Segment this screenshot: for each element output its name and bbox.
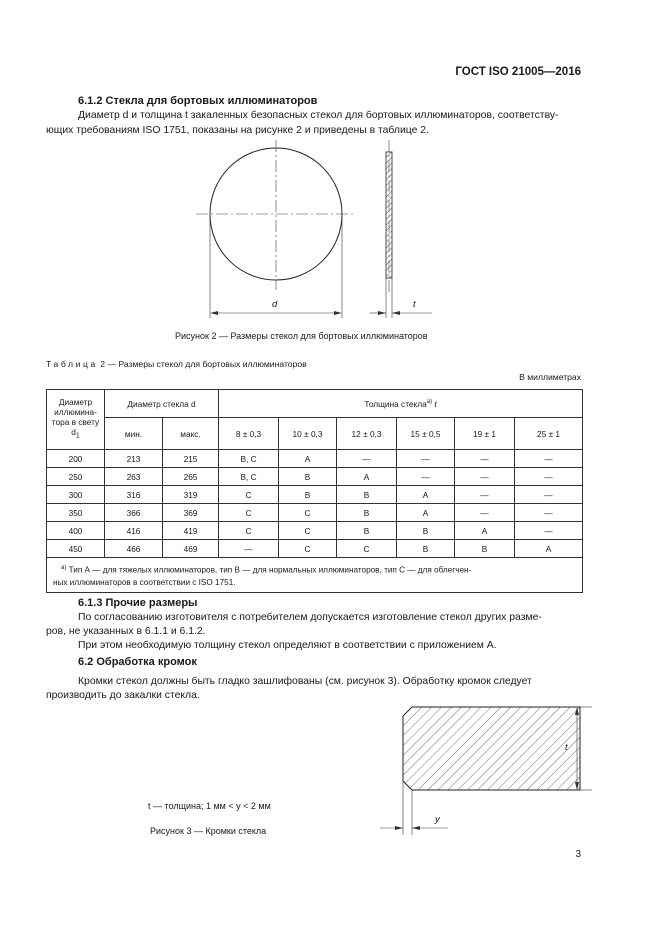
text-line: ющих требованиям ISO 1751, показаны на рисунке 2 и приведены в таблице 2. [46, 125, 429, 136]
table-cell: A [397, 486, 455, 504]
table-cell: B [337, 522, 397, 540]
table-cell: A [337, 468, 397, 486]
table-cell: B, C [219, 450, 279, 468]
table-cell: — [455, 486, 515, 504]
table-cell: — [515, 450, 583, 468]
table-cell: A [279, 450, 337, 468]
table-cell: B [279, 468, 337, 486]
table-cell: B [337, 504, 397, 522]
table-cell: 469 [163, 540, 219, 558]
text-line: Диаметр d и толщина t закаленных безопасных стекол для бортовых иллюминаторов, соответству- [78, 110, 559, 121]
header-thickness-2: 12 ± 0,3 [337, 418, 397, 450]
table-cell: A [455, 522, 515, 540]
header-thickness-4: 19 ± 1 [455, 418, 515, 450]
table-cell: B [337, 486, 397, 504]
table-cell: C [219, 486, 279, 504]
table-cell: — [515, 504, 583, 522]
table-cell: C [337, 540, 397, 558]
page-number: 3 [575, 849, 581, 860]
arrow-y-right [412, 826, 420, 830]
header-thickness-1: 10 ± 0,3 [279, 418, 337, 450]
section-text-6-1-3-line1: По согласованию изготовителя с потребителем допускается изготовление стекол других разме- [78, 612, 542, 623]
table-cell: 400 [47, 522, 105, 540]
table-cell: — [219, 540, 279, 558]
table-cell: 350 [47, 504, 105, 522]
table-cell: 213 [105, 450, 163, 468]
section-text-6-1-3-para2: При этом необходимую толщину стекол определяют в соответствии с приложением А. [78, 640, 497, 651]
header-min: мин. [105, 418, 163, 450]
table-cell: — [515, 486, 583, 504]
header-glass-diameter: Диаметр стекла d [105, 390, 219, 418]
table-caption-text: 2 — Размеры стекол для бортовых иллюминаторов [97, 359, 307, 369]
table-cell: 366 [105, 504, 163, 522]
header-thickness-text: Толщина стекла [364, 398, 427, 409]
table-cell: B [397, 522, 455, 540]
table-cell: — [515, 522, 583, 540]
section-text-6-2-line1: Кромки стекол должны быть гладко зашлифованы (см. рисунок 3). Обработку кромок следует [78, 676, 532, 687]
table-cell: 419 [163, 522, 219, 540]
header-thickness-var: t [434, 398, 437, 409]
section-text-6-2-line2: производить до закалки стекла. [46, 690, 200, 701]
figure-3-label-y: y [435, 814, 440, 825]
table-cell: A [397, 504, 455, 522]
header-clear-diameter-sub: 1 [75, 432, 80, 440]
table-cell: C [279, 540, 337, 558]
table-cell: 416 [105, 522, 163, 540]
section-text-6-1-3-line2: ров, не указанных в 6.1.1 и 6.1.2. [46, 626, 206, 637]
table-cell: — [397, 468, 455, 486]
table-cell: 466 [105, 540, 163, 558]
table-cell: 250 [47, 468, 105, 486]
figure-3-legend: t — толщина; 1 мм < y < 2 мм [148, 801, 271, 811]
header-clear-diameter-text: Диаметр иллюмина-тора в свету d [51, 397, 100, 438]
header-thickness-0: 8 ± 0,3 [219, 418, 279, 450]
header-max: макс. [163, 418, 219, 450]
figure-3-label-t: t [565, 742, 568, 753]
table-cell: — [455, 450, 515, 468]
table-cell: — [337, 450, 397, 468]
table-cell: 369 [163, 504, 219, 522]
figure-2-label-d: d [272, 299, 278, 310]
document-code: ГОСТ ISO 21005—2016 [455, 66, 581, 78]
arrow-y-left [395, 826, 403, 830]
figure-2-caption: Рисунок 2 — Размеры стекол для бортовых иллюминаторов [175, 331, 428, 341]
table-cell: — [455, 468, 515, 486]
table-cell: 215 [163, 450, 219, 468]
header-thickness-3: 15 ± 0,5 [397, 418, 455, 450]
table-cell: B [455, 540, 515, 558]
table-cell: B [279, 486, 337, 504]
table-cell: C [279, 522, 337, 540]
header-thickness-sup: а) [426, 398, 433, 405]
footnote-mark: а) [61, 565, 67, 571]
table-cell: — [455, 504, 515, 522]
table-cell: — [515, 468, 583, 486]
section-heading-6-1-3: 6.1.3 Прочие размеры [78, 597, 198, 609]
section-heading-6-1-2: 6.1.2 Стекла для бортовых иллюминаторов [78, 95, 318, 107]
table-cell: B, C [219, 468, 279, 486]
section-heading-6-2: 6.2 Обработка кромок [78, 656, 197, 668]
table-cell: 200 [47, 450, 105, 468]
table-cell: 265 [163, 468, 219, 486]
table-cell: 319 [163, 486, 219, 504]
table-cell: B [397, 540, 455, 558]
table-cell: 316 [105, 486, 163, 504]
glass-edge-block [403, 707, 580, 790]
table-cell: C [219, 504, 279, 522]
table-cell: C [279, 504, 337, 522]
figure-2-label-t: t [413, 299, 416, 310]
table-cell: A [515, 540, 583, 558]
table-cell: 263 [105, 468, 163, 486]
table-cell: 300 [47, 486, 105, 504]
footnote-text-1: Тип А — для тяжелых иллюминаторов, тип В — для нормальных иллюминаторов, тип С — для облегчен- [68, 565, 472, 575]
table-cell: 450 [47, 540, 105, 558]
table-caption-prefix: Таблица [46, 359, 98, 369]
table-cell: — [397, 450, 455, 468]
figure-3-caption: Рисунок 3 — Кромки стекла [150, 826, 267, 836]
footnote-line-2: ных иллюминаторов в соответствии с ISO 1751. [53, 577, 236, 587]
table-2-units: В миллиметрах [519, 372, 581, 382]
table-cell: C [219, 522, 279, 540]
header-thickness-5: 25 ± 1 [515, 418, 583, 450]
